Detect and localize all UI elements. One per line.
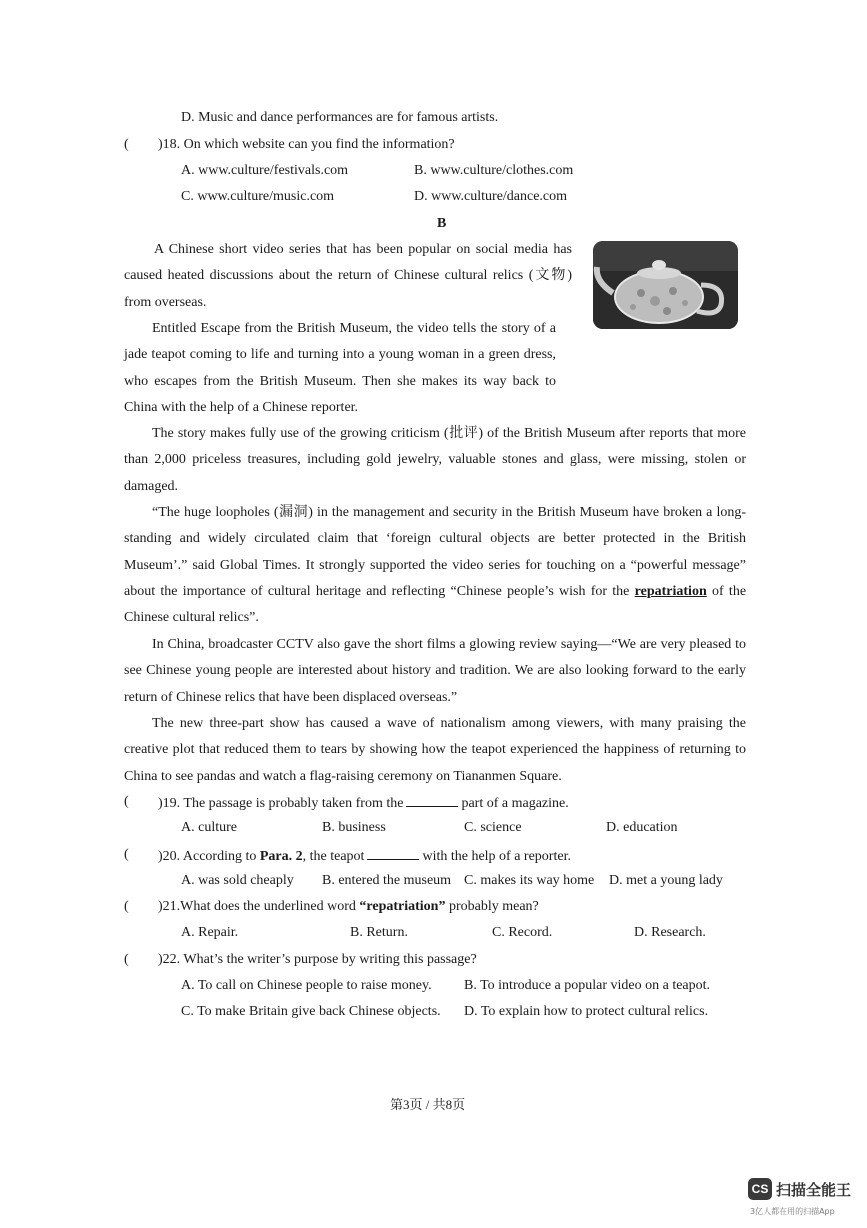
q21-stem-end: probably mean? [448, 899, 539, 914]
q22-option-a: A. To call on Chinese people to raise money. [181, 978, 432, 993]
q19-option-d: D. education [606, 820, 678, 835]
q20-answer-bracket[interactable]: ( [124, 847, 129, 862]
q22-option-b: B. To introduce a popular video on a teapot. [464, 978, 711, 993]
q18-option-a: A. www.culture/festivals.com [181, 163, 349, 178]
q20-stem-text: )20. According to [158, 849, 257, 864]
q18-option-c: C. www.culture/music.com [181, 189, 335, 204]
q17-option-d: D. Music and dance performances are for famous artists. [181, 110, 499, 125]
passage-paragraph-4-end: of the Chinese cultural relics”. [124, 583, 747, 626]
q18-answer-bracket[interactable]: ( [124, 137, 129, 152]
q19-option-a: A. culture [181, 820, 237, 835]
q20-option-c: C. makes its way home [464, 873, 595, 888]
q20-stem [158, 847, 571, 865]
passage-paragraph-3: The story makes fully use of the growing criticism (批评) of the British Museum after reports that more than 2,000 priceless treasures, including gold jewelry, valuable stones and glass, were missing, stolen or damaged. [124, 426, 746, 494]
q21-option-d: D. Research. [634, 925, 706, 940]
q22-option-d: D. To explain how to protect cultural relics. [464, 1004, 709, 1019]
section-label: B [437, 216, 447, 231]
passage-paragraph-4 [124, 500, 746, 631]
logo-name: 扫描全能王 [776, 1181, 852, 1199]
q21-option-c: C. Record. [492, 925, 553, 940]
passage-paragraph-2: Entitled Escape from the British Museum, the video tells the story of a jade teapot coming to life and turning into a young woman in a green dress, who escapes from the British Museum. Then she makes its way back to China with the help of a Chinese reporter. [124, 321, 556, 415]
q22-answer-bracket[interactable]: ( [124, 952, 129, 967]
passage-paragraph-5: In China, broadcaster CCTV also gave the short films a glowing review saying—“We are very pleased to see Chinese young people are interested about history and tradition. We are also looking forward to the early return of Chinese relics that have been displaced overseas.” [124, 637, 746, 705]
q20-option-b: B. entered the museum [322, 873, 452, 888]
q22-stem: )22. What’s the writer’s purpose by writing this passage? [158, 952, 477, 967]
camscanner-logo [748, 1178, 858, 1224]
q19-option-c: C. science [464, 820, 522, 835]
passage-paragraph-6: The new three-part show has caused a wave of nationalism among viewers, with many praising the creative plot that reduced them to tears by showing how the teapot experienced the happiness of returning to China to see pandas and watch a flag-raising ceremony on Tiananmen Square. [124, 716, 746, 784]
page-number: 第3页 / 共8页 [390, 1097, 466, 1112]
q18-stem: )18. On which website can you find the information? [158, 137, 455, 152]
q21-stem-text: )21.What does the underlined word [158, 899, 356, 914]
q19-stem-end: part of a magazine. [461, 796, 569, 811]
q20-stem-end: with the help of a reporter. [422, 849, 571, 864]
q21-quoted-word: “repatriation” [359, 899, 446, 914]
q20-option-d: D. met a young lady [609, 873, 723, 888]
q20-blank [367, 847, 419, 860]
q20-para-ref: Para. 2 [259, 849, 303, 864]
q18-option-d: D. www.culture/dance.com [414, 189, 568, 204]
q21-answer-bracket[interactable]: ( [124, 899, 129, 914]
teapot-photo [593, 241, 738, 329]
cs-badge-icon: CS [748, 1178, 772, 1200]
q19-blank [406, 794, 458, 807]
q18-option-b: B. www.culture/clothes.com [414, 163, 574, 178]
q19-stem [158, 794, 569, 812]
q22-option-c: C. To make Britain give back Chinese objects. [181, 1004, 441, 1019]
passage-paragraph-1: A Chinese short video series that has been popular on social media has caused heated discussions about the return of Chinese cultural relics (文物) from overseas. [124, 242, 572, 310]
q21-option-a: A. Repair. [181, 925, 239, 940]
q20-option-a: A. was sold cheaply [181, 873, 294, 888]
q19-stem-text: )19. The passage is probably taken from the [158, 796, 404, 811]
underlined-word-repatriation: repatriation [634, 583, 707, 599]
q19-option-b: B. business [322, 820, 386, 835]
jade-teapot-icon [593, 241, 738, 329]
logo-tagline: 3亿人都在用的扫描App [750, 1207, 835, 1216]
q21-option-b: B. Return. [350, 925, 408, 940]
q19-answer-bracket[interactable]: ( [124, 794, 129, 809]
q21-stem [158, 899, 539, 915]
passage-paragraph-4-text: “The huge loopholes (漏洞) in the management and security in the British Museum have broken a long-standing and widely circulated claim that ‘foreign cultural objects are better protected in the British Museum’.” said Global Times. It strongly supported the video series for touching on a “powerful message” about the importance of cultural heritage and reflecting “Chinese people’s wish for the [124, 505, 746, 599]
q20-stem-mid: , the teapot [302, 849, 365, 864]
